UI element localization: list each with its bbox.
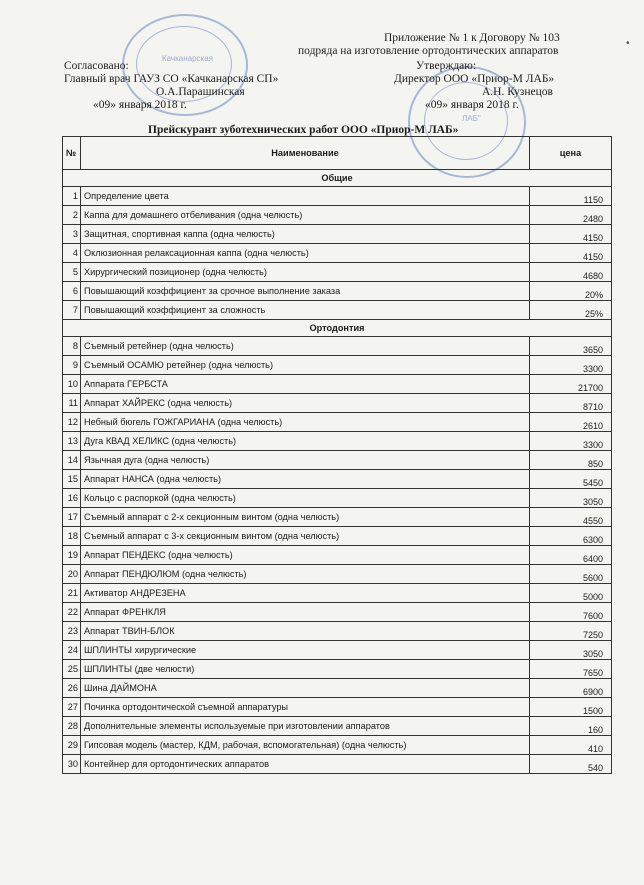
row-price: 3050 — [530, 641, 612, 660]
row-name: Каппа для домашнего отбеливания (одна челюсть) — [81, 206, 530, 225]
row-number: 12 — [63, 413, 81, 432]
row-name: Съемный ОСАМЮ ретейнер (одна челюсть) — [81, 356, 530, 375]
row-name: Аппарата ГЕРБСТА — [81, 375, 530, 394]
row-name: Повышающий коэффициент за срочное выполнение заказа — [81, 282, 530, 301]
right-seal-text: ЛАБ" — [462, 114, 481, 123]
table-row — [63, 736, 612, 755]
row-price: 6900 — [530, 679, 612, 698]
table-row — [63, 584, 612, 603]
row-number: 27 — [63, 698, 81, 717]
table-row — [63, 225, 612, 244]
row-number: 16 — [63, 489, 81, 508]
row-number: 10 — [63, 375, 81, 394]
row-number: 20 — [63, 565, 81, 584]
row-name: Съемный аппарат с 3-х секционным винтом (одна челюсть) — [81, 527, 530, 546]
appendix-line-2: подряда на изготовление ортодонтических аппаратов — [298, 45, 559, 57]
left-signer-name: О.А.Парашинская — [156, 86, 245, 98]
row-number: 9 — [63, 356, 81, 375]
row-number: 8 — [63, 337, 81, 356]
table-row — [63, 717, 612, 736]
row-price: 2480 — [530, 206, 612, 225]
row-number: 3 — [63, 225, 81, 244]
table-row — [63, 282, 612, 301]
table-row — [63, 755, 612, 774]
row-number: 24 — [63, 641, 81, 660]
table-row — [63, 508, 612, 527]
row-name: Небный бюгель ГОЖГАРИАНА (одна челюсть) — [81, 413, 530, 432]
row-number: 5 — [63, 263, 81, 282]
table-row — [63, 301, 612, 320]
row-price: 850 — [530, 451, 612, 470]
row-number: 30 — [63, 755, 81, 774]
table-row — [63, 413, 612, 432]
row-price: 6400 — [530, 546, 612, 565]
row-name: Гипсовая модель (мастер, КДМ, рабочая, вспомогательная) (одна челюсть) — [81, 736, 530, 755]
table-row — [63, 565, 612, 584]
row-name: Аппарат ХАЙРЕКС (одна челюсть) — [81, 394, 530, 413]
row-name: Съемный ретейнер (одна челюсть) — [81, 337, 530, 356]
row-number: 11 — [63, 394, 81, 413]
row-price: 7650 — [530, 660, 612, 679]
row-number: 23 — [63, 622, 81, 641]
row-name: Оклюзионная релаксационная каппа (одна челюсть) — [81, 244, 530, 263]
row-price: 3050 — [530, 489, 612, 508]
section-title: Общие — [63, 170, 612, 187]
right-sign-date: «09» января 2018 г. — [425, 99, 519, 111]
table-row — [63, 622, 612, 641]
row-price: 540 — [530, 755, 612, 774]
row-name: Аппарат ФРЕНКЛЯ — [81, 603, 530, 622]
row-name: Контейнер для ортодонтических аппаратов — [81, 755, 530, 774]
table-row — [63, 451, 612, 470]
row-number: 21 — [63, 584, 81, 603]
appendix-line-1: Приложение № 1 к Договору № 103 — [384, 32, 560, 44]
row-price: 5600 — [530, 565, 612, 584]
row-price: 20% — [530, 282, 612, 301]
row-number: 15 — [63, 470, 81, 489]
row-number: 22 — [63, 603, 81, 622]
row-name: Починка ортодонтической съемной аппаратуры — [81, 698, 530, 717]
table-row — [63, 698, 612, 717]
col-name-header: Наименование — [81, 137, 530, 170]
row-price: 1500 — [530, 698, 612, 717]
row-number: 26 — [63, 679, 81, 698]
row-number: 28 — [63, 717, 81, 736]
row-name: Аппарат НАНСА (одна челюсть) — [81, 470, 530, 489]
table-row — [63, 263, 612, 282]
row-name: Язычная дуга (одна челюсть) — [81, 451, 530, 470]
row-number: 18 — [63, 527, 81, 546]
row-number: 2 — [63, 206, 81, 225]
row-name: Повышающий коэффициент за сложность — [81, 301, 530, 320]
row-price: 5000 — [530, 584, 612, 603]
row-name: Кольцо с распоркой (одна челюсть) — [81, 489, 530, 508]
row-name: Аппарат ПЕНДЮЛЮМ (одна челюсть) — [81, 565, 530, 584]
row-number: 13 — [63, 432, 81, 451]
row-name: ШПЛИНТЫ хирургические — [81, 641, 530, 660]
row-price: 5450 — [530, 470, 612, 489]
agreed-label: Согласовано: — [64, 60, 129, 72]
table-row — [63, 527, 612, 546]
row-name: ШПЛИНТЫ (две челюсти) — [81, 660, 530, 679]
row-price: 4550 — [530, 508, 612, 527]
row-price: 25% — [530, 301, 612, 320]
row-price: 4150 — [530, 225, 612, 244]
row-price: 2610 — [530, 413, 612, 432]
row-number: 4 — [63, 244, 81, 263]
col-price-header: цена — [530, 137, 612, 170]
row-price: 21700 — [530, 375, 612, 394]
row-number: 14 — [63, 451, 81, 470]
approved-label: Утверждаю: — [416, 60, 477, 72]
table-row — [63, 641, 612, 660]
row-number: 19 — [63, 546, 81, 565]
table-row — [63, 206, 612, 225]
row-price: 6300 — [530, 527, 612, 546]
section-title: Ортодонтия — [63, 320, 612, 337]
margin-mark: • — [626, 38, 630, 49]
row-number: 25 — [63, 660, 81, 679]
col-number-header: № — [63, 137, 81, 170]
table-row — [63, 337, 612, 356]
left-sign-date: «09» января 2018 г. — [93, 99, 187, 111]
row-name: Активатор АНДРЕЗЕНА — [81, 584, 530, 603]
row-price: 160 — [530, 717, 612, 736]
row-name: Дуга КВАД ХЕЛИКС (одна челюсть) — [81, 432, 530, 451]
row-name: Определение цвета — [81, 187, 530, 206]
row-number: 7 — [63, 301, 81, 320]
row-name: Аппарат ТВИН-БЛОК — [81, 622, 530, 641]
right-signer-name: А.Н. Кузнецов — [482, 86, 553, 98]
row-price: 8710 — [530, 394, 612, 413]
row-name: Съемный аппарат с 2-х секционным винтом (одна челюсть) — [81, 508, 530, 527]
table-row — [63, 356, 612, 375]
row-number: 17 — [63, 508, 81, 527]
table-row — [63, 375, 612, 394]
row-price: 3300 — [530, 356, 612, 375]
row-name: Дополнительные элементы используемые при изготовлении аппаратов — [81, 717, 530, 736]
row-price: 4150 — [530, 244, 612, 263]
table-row — [63, 394, 612, 413]
row-name: Защитная, спортивная каппа (одна челюсть) — [81, 225, 530, 244]
table-row — [63, 489, 612, 508]
row-price: 410 — [530, 736, 612, 755]
table-row — [63, 679, 612, 698]
table-row — [63, 187, 612, 206]
table-row — [63, 603, 612, 622]
table-row — [63, 432, 612, 451]
row-price: 3650 — [530, 337, 612, 356]
table-row — [63, 244, 612, 263]
row-number: 29 — [63, 736, 81, 755]
document-title: Прейскурант зуботехнических работ ООО «Приор-М ЛАБ» — [148, 124, 459, 136]
row-name: Аппарат ПЕНДЕКС (одна челюсть) — [81, 546, 530, 565]
price-table — [62, 136, 612, 774]
row-number: 1 — [63, 187, 81, 206]
table-row — [63, 470, 612, 489]
row-price: 3300 — [530, 432, 612, 451]
row-name: Хирургический позиционер (одна челюсть) — [81, 263, 530, 282]
right-signer-position: Директор ООО «Приор-М ЛАБ» — [394, 73, 555, 85]
table-row — [63, 660, 612, 679]
row-price: 1150 — [530, 187, 612, 206]
row-price: 7250 — [530, 622, 612, 641]
row-price: 4680 — [530, 263, 612, 282]
row-price: 7600 — [530, 603, 612, 622]
table-header-row — [63, 137, 612, 170]
left-seal-text: Качканарская — [162, 54, 213, 63]
row-name: Шина ДАЙМОНА — [81, 679, 530, 698]
left-signer-position: Главный врач ГАУЗ СО «Качканарская СП» — [64, 73, 279, 85]
row-number: 6 — [63, 282, 81, 301]
section-row — [63, 170, 612, 187]
section-row — [63, 320, 612, 337]
table-row — [63, 546, 612, 565]
